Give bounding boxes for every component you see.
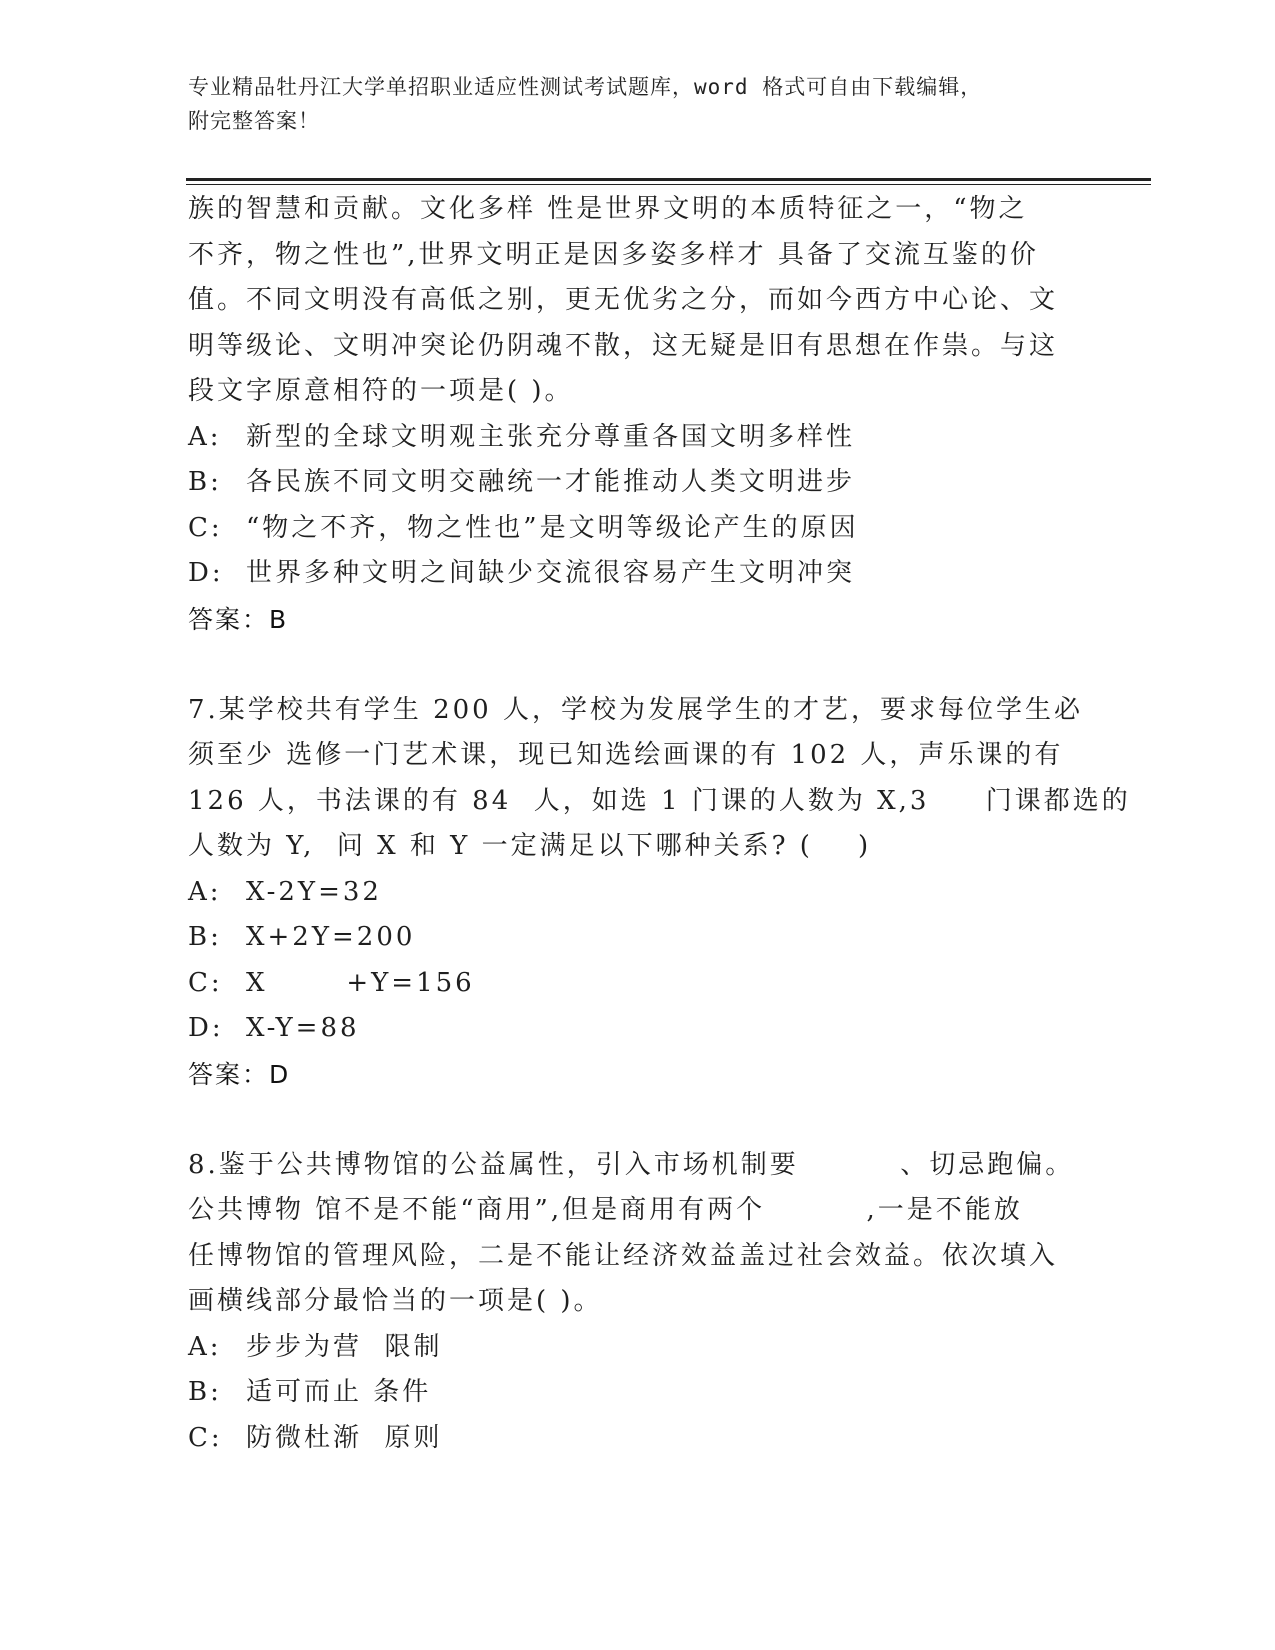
option-b <box>188 915 1088 961</box>
option-c <box>188 506 1088 552</box>
option-b <box>188 460 1088 506</box>
option-text: X+2Y=200 <box>246 922 416 952</box>
option-b <box>188 1370 1088 1416</box>
option-text: X-2Y=32 <box>246 876 382 907</box>
option-a <box>188 415 1088 461</box>
question-text-line: 明等级论、文明冲突论仍阴魂不散，这无疑是旧有思想在作祟。与这 <box>188 330 1059 361</box>
option-c <box>188 1416 1088 1462</box>
question-text-line: 须至少 选修一门艺术课，现已知选绘画课的有 102 人，声乐课的有 <box>188 740 1064 770</box>
question-text-line: 7.某学校共有学生 200 人，学校为发展学生的才艺，要求每位学生必 <box>188 694 1083 725</box>
option-letter: A: <box>188 421 222 452</box>
answer-label: 答案：B <box>188 604 289 634</box>
option-letter: C: <box>188 967 223 998</box>
question-8 <box>188 1143 1088 1462</box>
option-letter: C: <box>188 512 223 543</box>
option-text: 新型的全球文明观主张充分尊重各国文明多样性 <box>246 421 856 452</box>
option-d <box>188 551 1088 597</box>
option-letter: B: <box>188 1377 222 1407</box>
header-divider-thick <box>186 178 1151 181</box>
question-text-line: 任博物馆的管理风险，二是不能让经济效益盖过社会效益。依次填入 <box>188 1240 1059 1271</box>
question-text-line: 8.鉴于公共博物馆的公益属性，引入市场机制要 、切忌跑偏。 <box>188 1149 1075 1180</box>
header-line-2: 附完整答案！ <box>188 109 320 133</box>
option-letter: D: <box>188 1013 224 1043</box>
option-text: X-Y=88 <box>246 1013 360 1043</box>
question-text-line: 值。不同文明没有高低之别，更无优劣之分，而如今西方中心论、文 <box>188 285 1059 315</box>
question-text-line: 族的智慧和贡献。文化多样 性是世界文明的本质特征之一，“物之 <box>188 194 1028 224</box>
header-divider-thin <box>186 184 1151 185</box>
question-text-line: 公共博物 馆不是不能“商用”,但是商用有两个 ,一是不能放 <box>188 1195 1023 1225</box>
answer-label: 答案：D <box>188 1059 291 1089</box>
option-letter: B: <box>188 922 222 952</box>
option-letter: B: <box>188 467 222 497</box>
question-7 <box>188 688 1131 1098</box>
option-text: 世界多种文明之间缺少交流很容易产生文明冲突 <box>246 558 856 588</box>
option-d <box>188 1006 1088 1052</box>
option-c <box>188 961 1088 1007</box>
option-text: 步步为营 限制 <box>246 1331 443 1362</box>
option-a <box>188 870 1088 916</box>
option-letter: D: <box>188 558 224 588</box>
page-header <box>188 70 1068 138</box>
option-letter: C: <box>188 1422 223 1453</box>
option-text: 防微杜渐 原则 <box>246 1422 443 1453</box>
option-text: 适可而止 条件 <box>246 1377 432 1407</box>
question-text-line: 人数为 Y, 问 X 和 Y 一定满足以下哪种关系? ( ) <box>188 831 872 861</box>
option-text: “物之不齐，物之性也”是文明等级论产生的原因 <box>246 512 859 543</box>
header-line-1: 专业精品牡丹江大学单招职业适应性测试考试题库，word 格式可自由下载编辑， <box>188 75 983 99</box>
option-text: X +Y=156 <box>246 967 475 998</box>
option-letter: A: <box>188 876 222 907</box>
question-text-line: 126 人，书法课的有 84 人，如选 1 门课的人数为 X,3 门课都选的 <box>188 785 1131 816</box>
question-text-line: 段文字原意相符的一项是( )。 <box>188 376 574 406</box>
question-text-line: 画横线部分最恰当的一项是( )。 <box>188 1286 603 1316</box>
spacer <box>188 642 1088 688</box>
option-text: 各民族不同文明交融统一才能推动人类文明进步 <box>246 467 856 497</box>
option-a <box>188 1325 1088 1371</box>
option-letter: A: <box>188 1331 222 1362</box>
question-text-line: 不齐，物之性也”,世界文明正是因多姿多样才 具备了交流互鉴的价 <box>188 239 1039 270</box>
document-body <box>188 187 1131 1461</box>
question-6-continuation <box>188 187 1088 642</box>
spacer <box>188 1097 1088 1143</box>
